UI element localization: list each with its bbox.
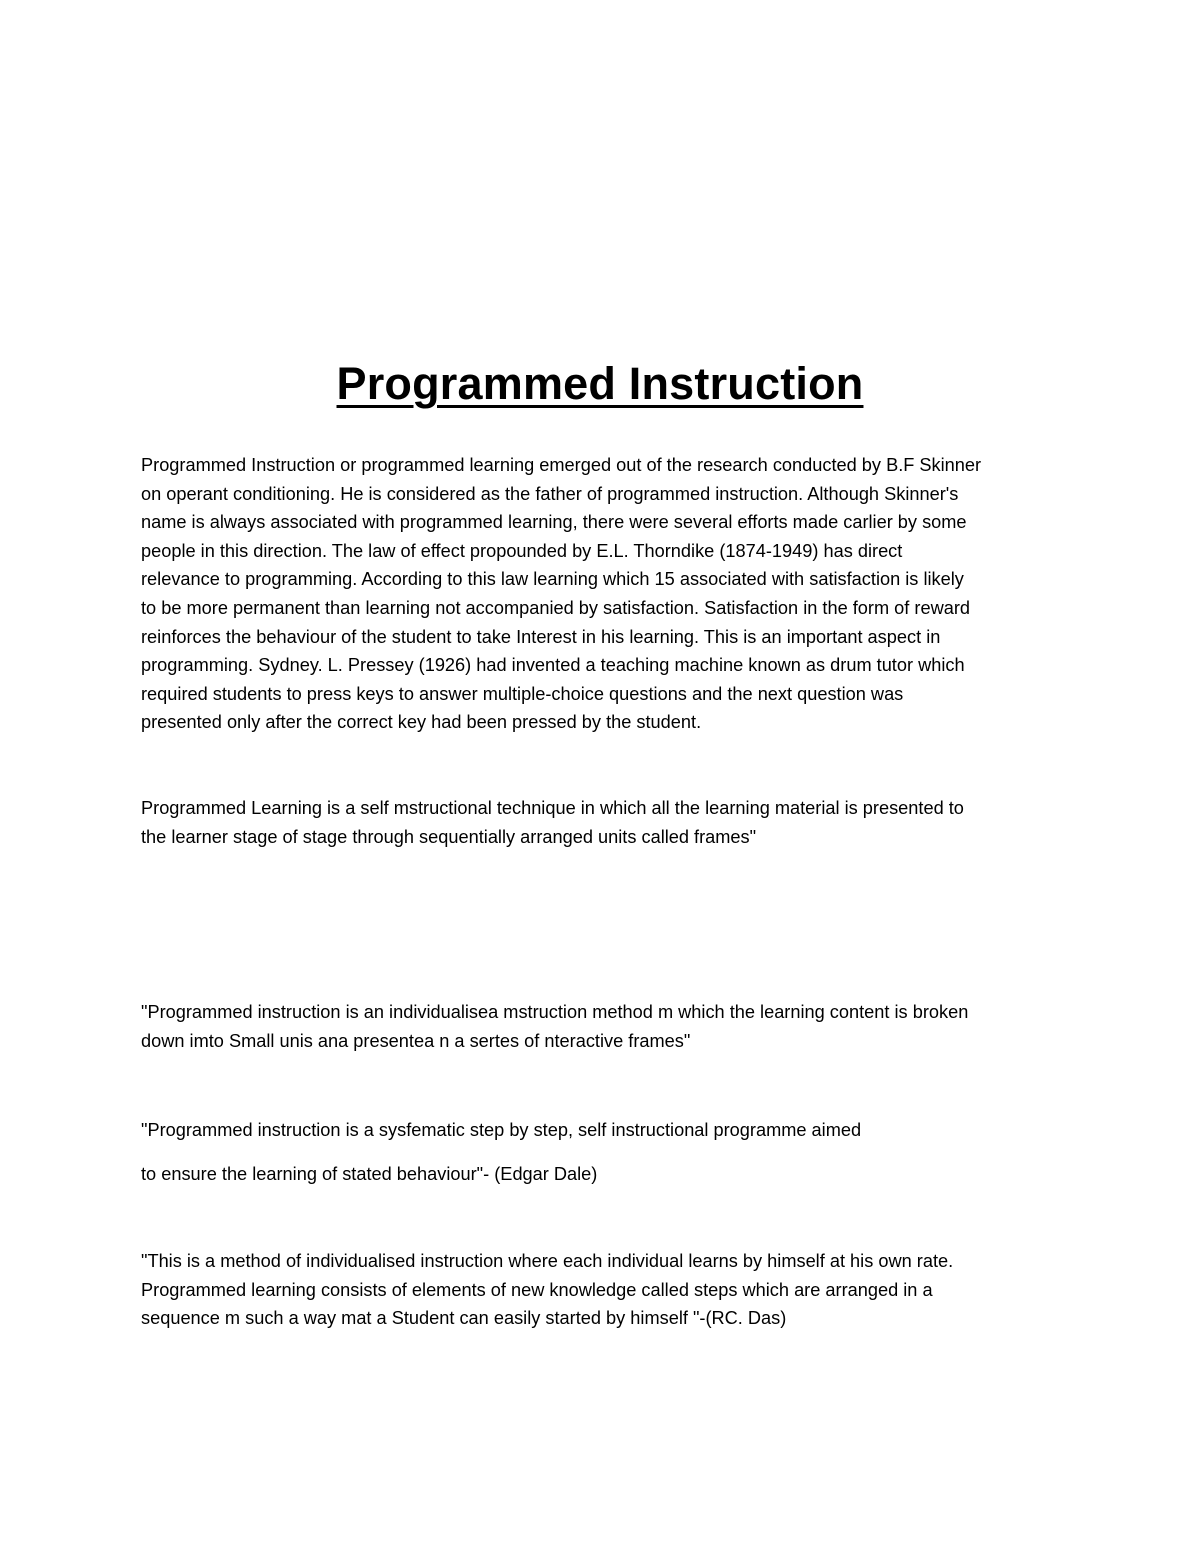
paragraph-definition-3-continued — [141, 1160, 1071, 1189]
text-line: the learner stage of stage through sequentially arranged units called frames" — [141, 826, 757, 847]
text-line: "Programmed instruction is an individualisea mstruction method m which the learning content is broken — [141, 1002, 969, 1022]
text-line: presented only after the correct key had been pressed by the student. — [141, 712, 702, 733]
text-line: required students to press keys to answer multiple-choice questions and the next question was — [141, 683, 904, 704]
paragraph-definition-1 — [141, 794, 1071, 851]
text-line: on operant conditioning. He is considered as the father of programmed instruction. Although Skinner's — [141, 483, 959, 504]
text-line: relevance to programming. According to this law learning which 15 associated with satisfaction is likely — [141, 569, 964, 590]
paragraph-definition-2 — [141, 998, 1071, 1055]
text-line: "Programmed instruction is a sysfematic step by step, self instructional programme aimed — [141, 1120, 862, 1140]
text-line: to be more permanent than learning not accompanied by satisfaction. Satisfaction in the form of reward — [141, 597, 970, 618]
paragraph-definition-4 — [141, 1247, 1071, 1333]
text-line: to ensure the learning of stated behaviour"- (Edgar Dale) — [141, 1164, 598, 1184]
text-line: programming. Sydney. L. Pressey (1926) had invented a teaching machine known as drum tutor which — [141, 655, 965, 676]
text-line: "This is a method of individualised instruction where each individual learns by himself at his own rate. — [141, 1251, 954, 1271]
paragraph-intro — [141, 451, 1071, 737]
text-line: Programmed Learning is a self mstructional technique in which all the learning material is presented to — [141, 798, 964, 818]
text-line: sequence m such a way mat a Student can easily started by himself "-(RC. Das) — [141, 1308, 787, 1329]
paragraph-definition-3 — [141, 1116, 1071, 1145]
text-line: Programmed learning consists of elements of new knowledge called steps which are arranged in a — [141, 1279, 933, 1300]
text-line: name is always associated with programmed learning, there were several efforts made carlier by some — [141, 512, 967, 533]
text-line: reinforces the behaviour of the student to take Interest in his learning. This is an important aspect in — [141, 626, 941, 647]
page-title: Programmed Instruction — [336, 358, 864, 410]
text-line: people in this direction. The law of effect propounded by E.L. Thorndike (1874-1949) has direct — [141, 540, 903, 561]
text-line: Programmed Instruction or programmed learning emerged out of the research conducted by B.F Skinner — [141, 455, 982, 475]
text-line: down imto Small unis ana presentea n a sertes of nteractive frames" — [141, 1030, 691, 1051]
